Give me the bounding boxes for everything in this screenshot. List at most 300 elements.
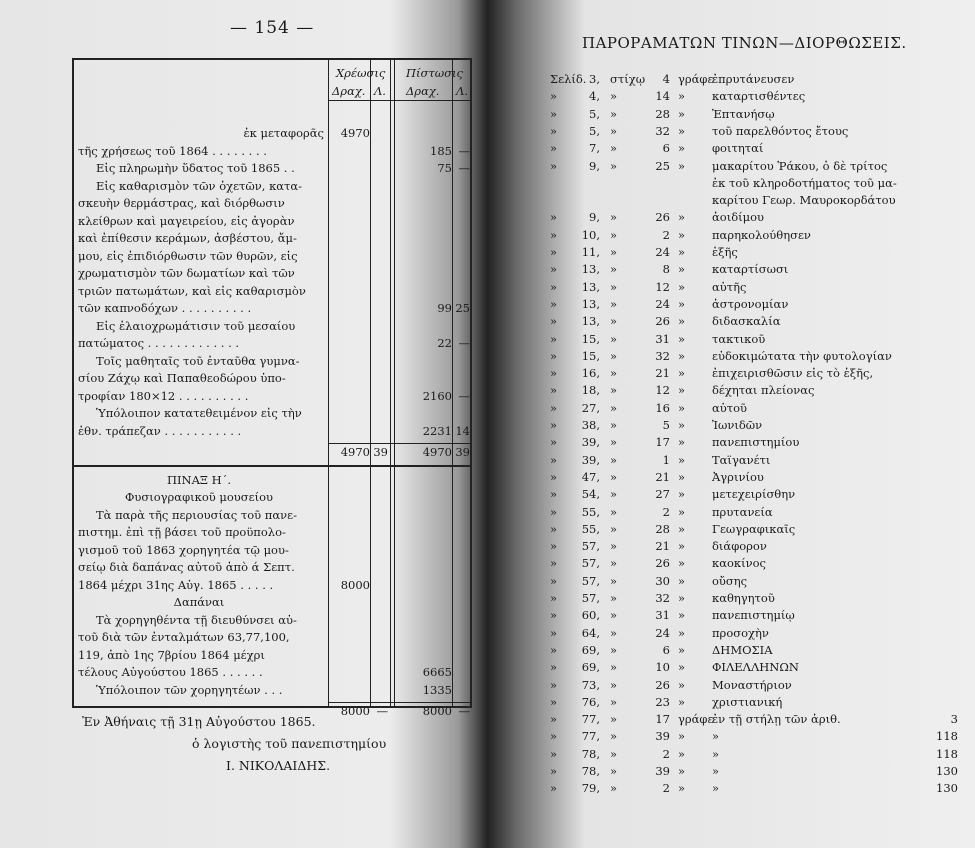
errata-c2: 64, bbox=[581, 625, 600, 640]
errata-c4: 12 bbox=[655, 383, 670, 398]
row-text: Εἰς ἐλαιοχρωμάτισιν τοῦ μεσαίου bbox=[96, 318, 296, 333]
errata-row bbox=[550, 297, 970, 312]
errata-title: ΠΑΡΟΡΑΜΑΤΩΝ ΤΙΝΩΝ—ΔΙΟΡΘΩΣΕΙΣ. bbox=[582, 34, 907, 52]
table-row bbox=[74, 525, 474, 541]
amount-l2: 14 bbox=[455, 423, 470, 438]
errata-c4: 21 bbox=[655, 366, 670, 381]
table-row bbox=[74, 161, 474, 177]
table-row bbox=[74, 613, 474, 629]
errata-c5: » bbox=[678, 210, 686, 225]
page-number: — 154 — bbox=[230, 18, 315, 38]
errata-c1: » bbox=[550, 123, 558, 138]
errata-c5: » bbox=[678, 279, 686, 294]
row-text: τοῦ διὰ τῶν ἐνταλμάτων 63,77,100, bbox=[78, 630, 290, 644]
errata-c4: 8 bbox=[662, 262, 670, 277]
errata-c6: » bbox=[712, 746, 720, 761]
errata-c6: Ἰωνιδῶν bbox=[712, 418, 763, 432]
errata-c2: 5, bbox=[589, 123, 600, 138]
errata-c5: » bbox=[678, 660, 686, 675]
errata-c7: 118 bbox=[936, 729, 958, 744]
errata-c5: » bbox=[678, 418, 686, 432]
amount-l2: 25 bbox=[455, 301, 470, 315]
errata-c6: ἑξῆς bbox=[712, 245, 738, 259]
errata-c2: 3, bbox=[589, 72, 600, 86]
row-text: σίου Ζάχῳ καὶ Παπαθεοδώρου ὑπο- bbox=[78, 371, 286, 385]
errata-c3: » bbox=[610, 296, 618, 311]
errata-c1: » bbox=[550, 677, 558, 692]
errata-c3: » bbox=[610, 539, 618, 554]
errata-c6: καοκίνος bbox=[712, 556, 766, 571]
lepta-header: Λ. bbox=[374, 84, 386, 98]
errata-row bbox=[550, 418, 970, 433]
errata-c3: » bbox=[610, 573, 618, 588]
errata-c4: 32 bbox=[655, 591, 670, 605]
amount-d2: 2160 bbox=[422, 388, 452, 403]
errata-c2: 79, bbox=[581, 781, 600, 796]
errata-c3: » bbox=[610, 642, 618, 657]
errata-c6: αὐτῆς bbox=[712, 279, 747, 294]
errata-c5: γράφε bbox=[678, 72, 714, 86]
errata-c1: » bbox=[550, 106, 558, 121]
errata-c5: » bbox=[678, 227, 686, 242]
errata-c5: » bbox=[678, 400, 686, 415]
right-page bbox=[520, 0, 975, 848]
errata-c2: 78, bbox=[581, 746, 600, 761]
errata-c6: χριστιανική bbox=[712, 694, 783, 709]
errata-c6: » bbox=[712, 764, 720, 778]
errata-c6: παρηκολούθησεν bbox=[712, 227, 811, 242]
errata-c5: » bbox=[678, 746, 686, 761]
errata-c3: » bbox=[610, 694, 618, 709]
errata-row bbox=[550, 591, 970, 606]
errata-c3: » bbox=[610, 746, 618, 761]
errata-c7: 118 bbox=[936, 746, 958, 761]
errata-row bbox=[550, 245, 970, 260]
errata-c5: » bbox=[678, 487, 686, 502]
errata-c3: » bbox=[610, 89, 618, 104]
errata-c1: » bbox=[550, 227, 558, 242]
errata-c6: καρίτου Γεωρ. Μαυροκορδάτου bbox=[712, 193, 896, 208]
errata-row bbox=[550, 193, 970, 208]
errata-c2: 9, bbox=[589, 210, 600, 225]
errata-c5: » bbox=[678, 366, 686, 381]
errata-c3: » bbox=[610, 660, 618, 675]
amount-d2: 75 bbox=[437, 161, 452, 175]
row-text: τῶν καπνοδόχων . . . . . . . . . . bbox=[78, 301, 252, 315]
table-row bbox=[74, 301, 474, 317]
errata-c2: 57, bbox=[581, 591, 600, 605]
errata-c3: » bbox=[610, 556, 618, 571]
row-text: Τὰ παρὰ τῆς περιουσίας τοῦ πανε- bbox=[96, 507, 297, 522]
errata-c5: » bbox=[678, 642, 686, 657]
errata-c5: » bbox=[678, 608, 686, 623]
amount-d1: 4970 bbox=[340, 126, 370, 140]
errata-c2: 10, bbox=[581, 227, 600, 242]
errata-c4: 27 bbox=[655, 487, 670, 502]
errata-c1: » bbox=[550, 348, 558, 363]
row-text: Τὰ χορηγηθέντα τῇ διευθύνσει αὐ- bbox=[96, 612, 297, 627]
errata-c2: 5, bbox=[589, 106, 600, 121]
table-row bbox=[74, 665, 474, 681]
errata-c4: 2 bbox=[662, 746, 670, 761]
errata-c6: Μοναστήριον bbox=[712, 677, 792, 692]
errata-row bbox=[550, 470, 970, 485]
errata-c4: 24 bbox=[655, 245, 670, 259]
row-text: Εἰς καθαρισμὸν τῶν ὀχετῶν, κατα- bbox=[96, 178, 303, 193]
amount-d1: 8000 bbox=[340, 704, 370, 718]
row-text: κλείθρων καὶ μαγειρείου, εἰς ἀγορὰν bbox=[78, 213, 295, 228]
table-row bbox=[74, 595, 474, 611]
row-text: 119, ἀπὸ 1ης 7βρίου 1864 μέχρι bbox=[78, 647, 265, 662]
table-row bbox=[74, 284, 474, 300]
errata-c2: 15, bbox=[581, 331, 600, 346]
amount-l1: — bbox=[376, 704, 388, 718]
table-row bbox=[74, 196, 474, 212]
errata-c4: 26 bbox=[655, 314, 670, 329]
errata-c2: 57, bbox=[581, 539, 600, 554]
table-row bbox=[74, 319, 474, 335]
debit-header: Πίστωσις bbox=[406, 66, 463, 80]
amount-d2: 99 bbox=[437, 301, 452, 315]
amount-l2: — bbox=[458, 336, 470, 350]
errata-c4: 2 bbox=[662, 504, 670, 519]
total-rule bbox=[328, 702, 470, 703]
errata-c6: Ταϊγανέτι bbox=[712, 452, 771, 467]
errata-c6: εὐδοκιμώτατα τὴν φυτολογίαν bbox=[712, 348, 892, 363]
errata-c2: 55, bbox=[581, 521, 600, 536]
errata-c2: 77, bbox=[581, 729, 600, 744]
errata-c3: » bbox=[610, 331, 618, 346]
errata-c6: » bbox=[712, 729, 720, 744]
errata-c4: 5 bbox=[662, 418, 670, 432]
table-row bbox=[74, 126, 474, 142]
errata-c2: 13, bbox=[581, 296, 600, 311]
errata-c5: » bbox=[678, 123, 686, 138]
errata-c4: 31 bbox=[655, 608, 670, 623]
errata-row bbox=[550, 210, 970, 225]
table-row bbox=[74, 389, 474, 405]
errata-c2: 27, bbox=[581, 400, 600, 415]
errata-c3: » bbox=[610, 123, 618, 138]
errata-c2: 9, bbox=[589, 158, 600, 173]
errata-c6: » bbox=[712, 781, 720, 796]
amount-l2: — bbox=[458, 143, 470, 158]
table-row bbox=[74, 371, 474, 387]
errata-c4: 21 bbox=[655, 539, 670, 554]
errata-c2: 38, bbox=[581, 418, 600, 432]
errata-c2: 78, bbox=[581, 764, 600, 778]
errata-row bbox=[550, 262, 970, 277]
errata-c6: προσοχὴν bbox=[712, 625, 769, 640]
errata-c1: » bbox=[550, 487, 558, 502]
date-line: Ἐν Ἀθήναις τῇ 31ῃ Αὐγούστου 1865. bbox=[82, 714, 316, 729]
errata-c2: 77, bbox=[581, 712, 600, 727]
errata-c5: » bbox=[678, 729, 686, 744]
errata-c3: » bbox=[610, 314, 618, 329]
errata-c1: » bbox=[550, 608, 558, 623]
errata-c4: 6 bbox=[662, 141, 670, 156]
errata-c3: » bbox=[610, 591, 618, 605]
amount-d2: 185 bbox=[430, 143, 452, 158]
errata-c4: 28 bbox=[655, 106, 670, 121]
errata-c5: » bbox=[678, 331, 686, 346]
amount-d2: 22 bbox=[437, 336, 452, 350]
errata-c6: Γεωγραφικαῖς bbox=[712, 521, 796, 536]
errata-c2: 57, bbox=[581, 573, 600, 588]
row-text: Τοῖς μαθηταῖς τοῦ ἐνταῦθα γυμνα- bbox=[96, 353, 300, 368]
drachmae-header: Δραχ. bbox=[406, 84, 440, 98]
errata-row bbox=[550, 159, 970, 174]
errata-row bbox=[550, 487, 970, 502]
errata-c3: » bbox=[610, 158, 618, 173]
errata-c1: » bbox=[550, 435, 558, 450]
errata-c6: πρυτανεία bbox=[712, 504, 773, 519]
row-text: μου, εἰς ἐπιδιόρθωσιν τῶν θυρῶν, εἰς bbox=[78, 248, 298, 263]
errata-c1: » bbox=[550, 418, 558, 432]
errata-row bbox=[550, 574, 970, 589]
errata-c4: 26 bbox=[655, 677, 670, 692]
errata-c3: » bbox=[610, 781, 618, 796]
errata-c2: 39, bbox=[581, 435, 600, 450]
amount-d2: 8000 bbox=[422, 704, 452, 718]
errata-c1: » bbox=[550, 89, 558, 104]
errata-c1: » bbox=[550, 729, 558, 744]
amount-l2: — bbox=[458, 704, 470, 718]
errata-c3: » bbox=[610, 712, 618, 727]
errata-c6: φοιτηταί bbox=[712, 141, 764, 156]
errata-c6: τακτικοῦ bbox=[712, 331, 766, 346]
table-row bbox=[74, 266, 474, 282]
errata-c3: » bbox=[610, 400, 618, 415]
errata-c5: » bbox=[678, 556, 686, 571]
errata-c5: » bbox=[678, 764, 686, 778]
errata-row bbox=[550, 522, 970, 537]
errata-c3: » bbox=[610, 279, 618, 294]
errata-c1: » bbox=[550, 314, 558, 329]
errata-c4: 17 bbox=[655, 435, 670, 450]
errata-c5: γράφε bbox=[678, 712, 714, 727]
errata-c5: » bbox=[678, 539, 686, 554]
errata-c6: δέχηται πλείονας bbox=[712, 383, 815, 398]
row-text: Δαπάναι bbox=[173, 595, 225, 609]
errata-c6: ΦΙΛΕΛΛΗΝΩΝ bbox=[712, 660, 799, 675]
errata-c3: » bbox=[610, 418, 618, 432]
errata-c3: » bbox=[610, 262, 618, 277]
errata-row bbox=[550, 781, 970, 796]
errata-c4: 32 bbox=[655, 348, 670, 363]
row-text: πατώματος . . . . . . . . . . . . . bbox=[78, 336, 240, 350]
errata-c3: » bbox=[610, 210, 618, 225]
errata-c1: » bbox=[550, 366, 558, 381]
errata-c5: » bbox=[678, 504, 686, 519]
errata-c5: » bbox=[678, 781, 686, 796]
table-row bbox=[74, 424, 474, 440]
errata-c5: » bbox=[678, 521, 686, 536]
errata-c3: στίχῳ bbox=[610, 72, 646, 86]
errata-c1: » bbox=[550, 296, 558, 311]
table-row bbox=[74, 630, 474, 646]
errata-c5: » bbox=[678, 591, 686, 605]
row-text: ἐκ μεταφορᾶς bbox=[243, 126, 324, 140]
errata-c6: ἐν τῇ στήλῃ τῶν ἀριθ. bbox=[712, 712, 841, 727]
errata-c6: ἐκ τοῦ κληροδοτήματος τοῦ μα- bbox=[712, 175, 897, 190]
errata-c4: 24 bbox=[655, 625, 670, 640]
row-text: Ὑπόλοιπον κατατεθειμένον εἰς τὴν bbox=[96, 406, 302, 420]
errata-c1: » bbox=[550, 573, 558, 588]
errata-c1: » bbox=[550, 781, 558, 796]
errata-c3: » bbox=[610, 106, 618, 121]
errata-c2: 7, bbox=[589, 141, 600, 156]
errata-c4: 1 bbox=[662, 452, 670, 467]
errata-c6: μετεχειρίσθην bbox=[712, 487, 796, 502]
errata-c2: 69, bbox=[581, 642, 600, 657]
errata-c6: ἐπρυτάνευσεν bbox=[712, 72, 795, 86]
errata-row bbox=[550, 176, 970, 191]
errata-c6: οὔσης bbox=[712, 573, 748, 588]
errata-c1: » bbox=[550, 158, 558, 173]
errata-c4: 10 bbox=[655, 660, 670, 675]
errata-row bbox=[550, 539, 970, 554]
errata-c5: » bbox=[678, 694, 686, 709]
row-text: τροφίαν 180×12 . . . . . . . . . . bbox=[78, 388, 249, 403]
errata-c5: » bbox=[678, 245, 686, 259]
amount-l1: 39 bbox=[373, 445, 388, 459]
errata-c1: » bbox=[550, 712, 558, 727]
errata-c2: 15, bbox=[581, 348, 600, 363]
errata-c2: 55, bbox=[581, 504, 600, 519]
errata-row bbox=[550, 764, 970, 779]
errata-row bbox=[550, 124, 970, 139]
errata-c1: » bbox=[550, 556, 558, 571]
errata-c3: » bbox=[610, 504, 618, 519]
table-row bbox=[74, 144, 474, 160]
row-text: τῆς χρήσεως τοῦ 1864 . . . . . . . . bbox=[78, 143, 267, 158]
errata-c4: 4 bbox=[662, 72, 670, 86]
errata-row bbox=[550, 643, 970, 658]
errata-c3: » bbox=[610, 348, 618, 363]
header-rule bbox=[328, 100, 470, 101]
errata-c3: » bbox=[610, 383, 618, 398]
table-row bbox=[74, 683, 474, 699]
errata-c4: 17 bbox=[655, 712, 670, 727]
errata-c6: ἀοιδίμου bbox=[712, 210, 765, 225]
errata-row bbox=[550, 141, 970, 156]
errata-c6: καταρτισθέντες bbox=[712, 89, 806, 104]
row-text: γισμοῦ τοῦ 1863 χορηγητέα τῷ μου- bbox=[78, 542, 289, 557]
errata-c3: » bbox=[610, 625, 618, 640]
errata-row bbox=[550, 349, 970, 364]
errata-row bbox=[550, 729, 970, 744]
table-row bbox=[74, 354, 474, 370]
errata-c3: » bbox=[610, 435, 618, 450]
role-line: ὁ λογιστὴς τοῦ πανεπιστημίου bbox=[192, 736, 387, 751]
table-row bbox=[74, 543, 474, 559]
errata-row bbox=[550, 228, 970, 243]
amount-d2: 2231 bbox=[422, 423, 452, 438]
errata-c1: » bbox=[550, 746, 558, 761]
errata-c3: » bbox=[610, 764, 618, 778]
table-row bbox=[74, 445, 474, 461]
errata-c4: 39 bbox=[655, 764, 670, 778]
section-divider bbox=[74, 465, 470, 467]
errata-c1: » bbox=[550, 245, 558, 259]
errata-c6: πανεπιστημίου bbox=[712, 435, 800, 450]
row-text: σείῳ διὰ δαπάνας αὐτοῦ ἀπὸ ά Σεπτ. bbox=[78, 560, 295, 574]
errata-c1: » bbox=[550, 539, 558, 554]
errata-c4: 32 bbox=[655, 123, 670, 138]
errata-c1: » bbox=[550, 591, 558, 605]
errata-row bbox=[550, 435, 970, 450]
errata-c4: 28 bbox=[655, 521, 670, 536]
table-row bbox=[74, 578, 474, 594]
amount-d2: 1335 bbox=[422, 682, 452, 697]
errata-c3: » bbox=[610, 487, 618, 502]
errata-row bbox=[550, 72, 970, 87]
row-text: Εἰς πληρωμὴν ὕδατος τοῦ 1865 . . bbox=[96, 161, 295, 175]
errata-c3: » bbox=[610, 677, 618, 692]
errata-c1: » bbox=[550, 400, 558, 415]
accounts-table bbox=[72, 58, 472, 718]
errata-c1: » bbox=[550, 141, 558, 156]
signature: Ι. ΝΙΚΟΛΑΙΔΗΣ. bbox=[226, 758, 331, 773]
row-text: χρωματισμὸν τῶν δωματίων καὶ τῶν bbox=[78, 266, 295, 280]
errata-c2: 47, bbox=[581, 469, 600, 484]
errata-c4: 21 bbox=[655, 469, 670, 484]
errata-c2: 60, bbox=[581, 608, 600, 623]
errata-row bbox=[550, 107, 970, 122]
errata-c1: » bbox=[550, 210, 558, 225]
errata-row bbox=[550, 366, 970, 381]
errata-row bbox=[550, 660, 970, 675]
errata-c5: » bbox=[678, 141, 686, 156]
amount-d1: 8000 bbox=[340, 577, 370, 592]
errata-c7: 3 bbox=[950, 712, 958, 727]
errata-c1: » bbox=[550, 504, 558, 519]
errata-c1: » bbox=[550, 521, 558, 536]
total-rule bbox=[328, 443, 470, 444]
amount-d1: 4970 bbox=[340, 445, 370, 459]
errata-c3: » bbox=[610, 608, 618, 623]
errata-c2: 13, bbox=[581, 279, 600, 294]
errata-c5: » bbox=[678, 573, 686, 588]
errata-c5: » bbox=[678, 314, 686, 329]
errata-c2: 11, bbox=[581, 245, 600, 259]
errata-c1: » bbox=[550, 660, 558, 675]
errata-c4: 39 bbox=[655, 729, 670, 744]
errata-c2: 73, bbox=[581, 677, 600, 692]
errata-c2: 54, bbox=[581, 487, 600, 502]
row-text: 1864 μέχρι 31ης Αὐγ. 1865 . . . . . bbox=[78, 577, 274, 592]
errata-c5: » bbox=[678, 677, 686, 692]
table-row bbox=[74, 336, 474, 352]
errata-c4: 6 bbox=[662, 642, 670, 657]
errata-c5: » bbox=[678, 469, 686, 484]
errata-c1: » bbox=[550, 279, 558, 294]
errata-row bbox=[550, 747, 970, 762]
errata-c5: » bbox=[678, 296, 686, 311]
errata-c6: καταρτίσωσι bbox=[712, 262, 789, 277]
errata-c4: 26 bbox=[655, 556, 670, 571]
table-row bbox=[74, 231, 474, 247]
errata-c2: 4, bbox=[589, 89, 600, 104]
errata-row bbox=[550, 89, 970, 104]
table-row bbox=[74, 490, 474, 506]
errata-c3: » bbox=[610, 469, 618, 484]
row-text: ΠΙΝΑΞ Η΄. bbox=[166, 472, 232, 487]
errata-c4: 16 bbox=[655, 400, 670, 415]
table-row bbox=[74, 406, 474, 422]
row-text: καὶ ἐπίθεσιν κεράμων, ἀσβέστου, ἄμ- bbox=[78, 231, 297, 245]
